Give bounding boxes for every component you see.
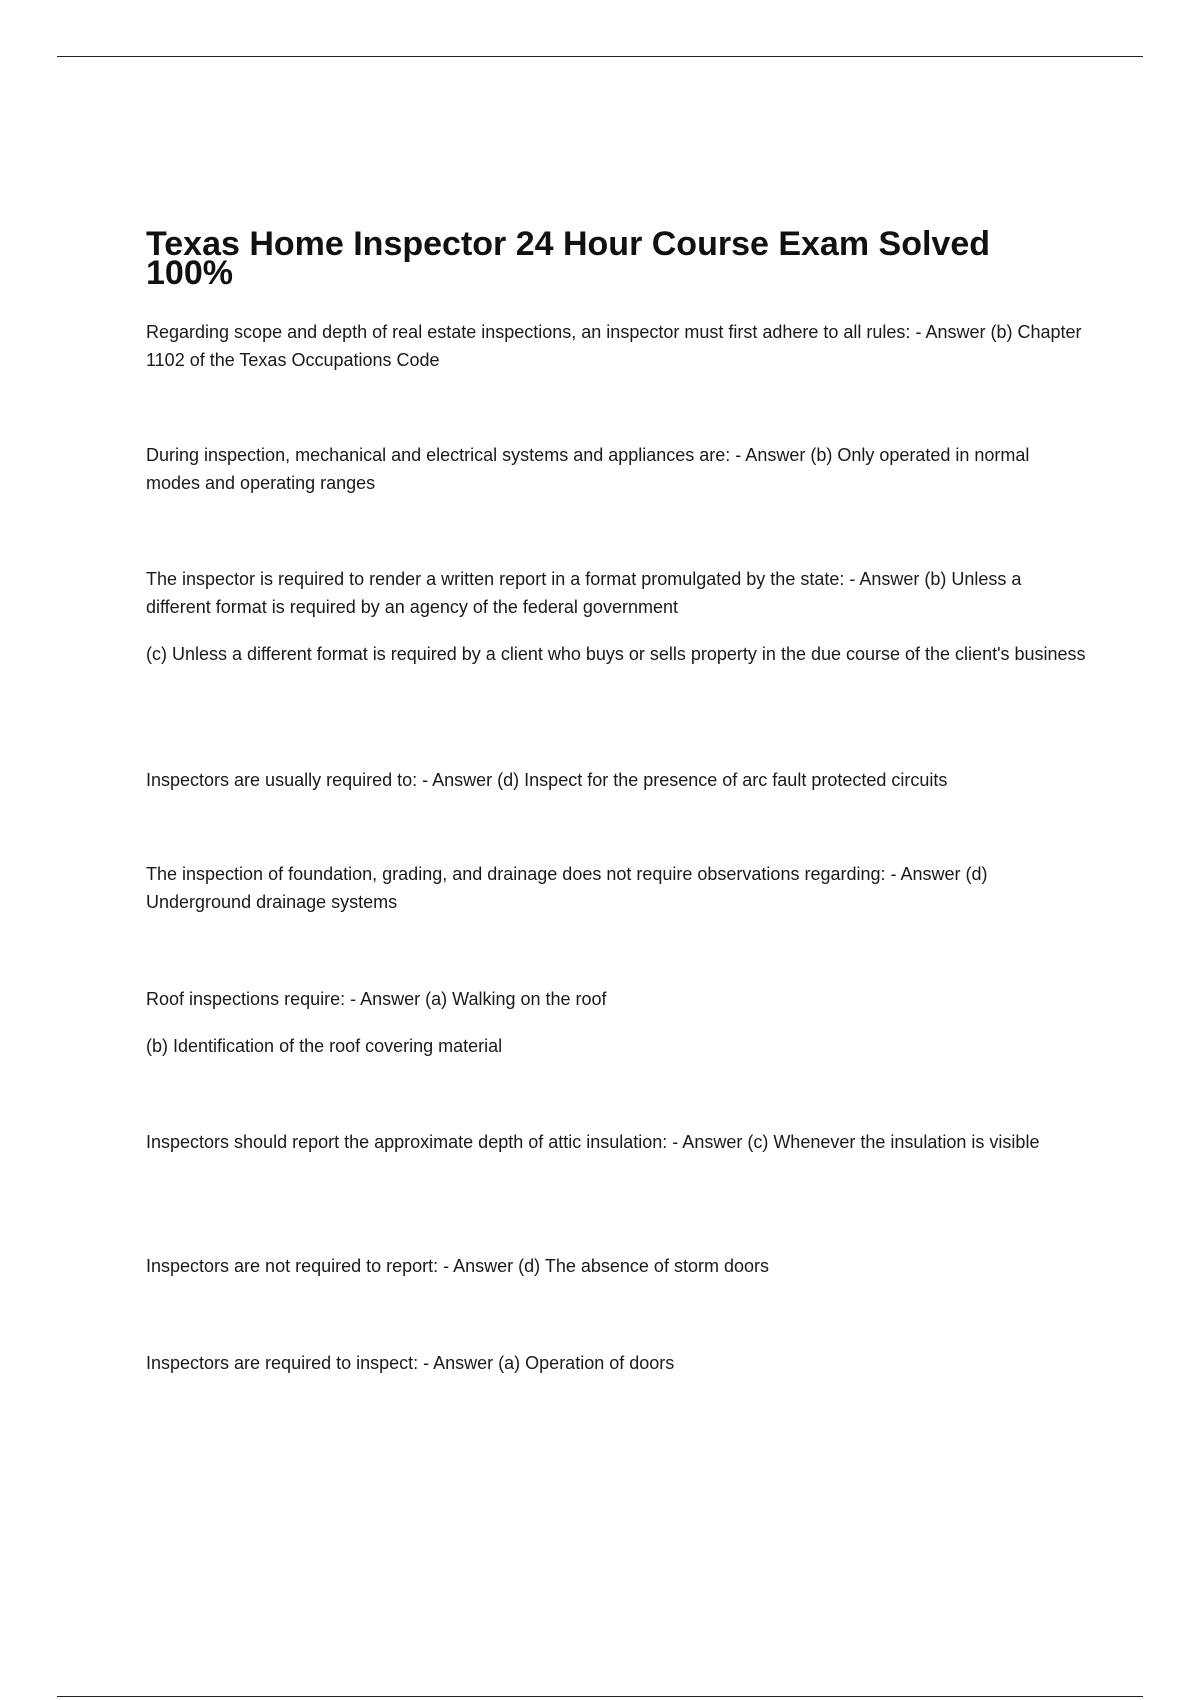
qa-paragraph-4: Inspectors are usually required to: - Answer (d) Inspect for the presence of arc fault protected circuits <box>146 770 948 790</box>
qa-paragraph-6: Roof inspections require: - Answer (a) Walking on the roof <box>146 989 607 1009</box>
qa-paragraph-6-continued: (b) Identification of the roof covering material <box>146 1036 503 1056</box>
qa-paragraph-7: Inspectors should report the approximate depth of attic insulation: - Answer (c) Whenever the insulation is visible <box>146 1132 1040 1152</box>
qa-paragraph-2: During inspection, mechanical and electrical systems and appliances are: - Answer (b) Only operated in normal modes and operating ranges <box>146 445 1030 493</box>
qa-paragraph-1: Regarding scope and depth of real estate inspections, an inspector must first adhere to all rules: - Answer (b) Chapter 1102 of the Texas Occupations Code <box>146 322 1082 370</box>
qa-paragraph-3-continued: (c) Unless a different format is required by a client who buys or sells property in the due course of the client's business <box>146 644 1086 664</box>
qa-paragraph-8: Inspectors are not required to report: - Answer (d) The absence of storm doors <box>146 1256 769 1276</box>
qa-paragraph-3: The inspector is required to render a written report in a format promulgated by the state: - Answer (b) Unless a different format is required by an agency of the federal government <box>146 569 1022 617</box>
header-rule <box>57 56 1143 57</box>
footer-rule <box>57 1696 1143 1697</box>
qa-paragraph-9: Inspectors are required to inspect: - Answer (a) Operation of doors <box>146 1353 675 1373</box>
page-title: Texas Home Inspector 24 Hour Course Exam Solved 100% <box>146 225 990 292</box>
qa-paragraph-5: The inspection of foundation, grading, and drainage does not require observations regarding: - Answer (d) Underground drainage systems <box>146 864 988 912</box>
